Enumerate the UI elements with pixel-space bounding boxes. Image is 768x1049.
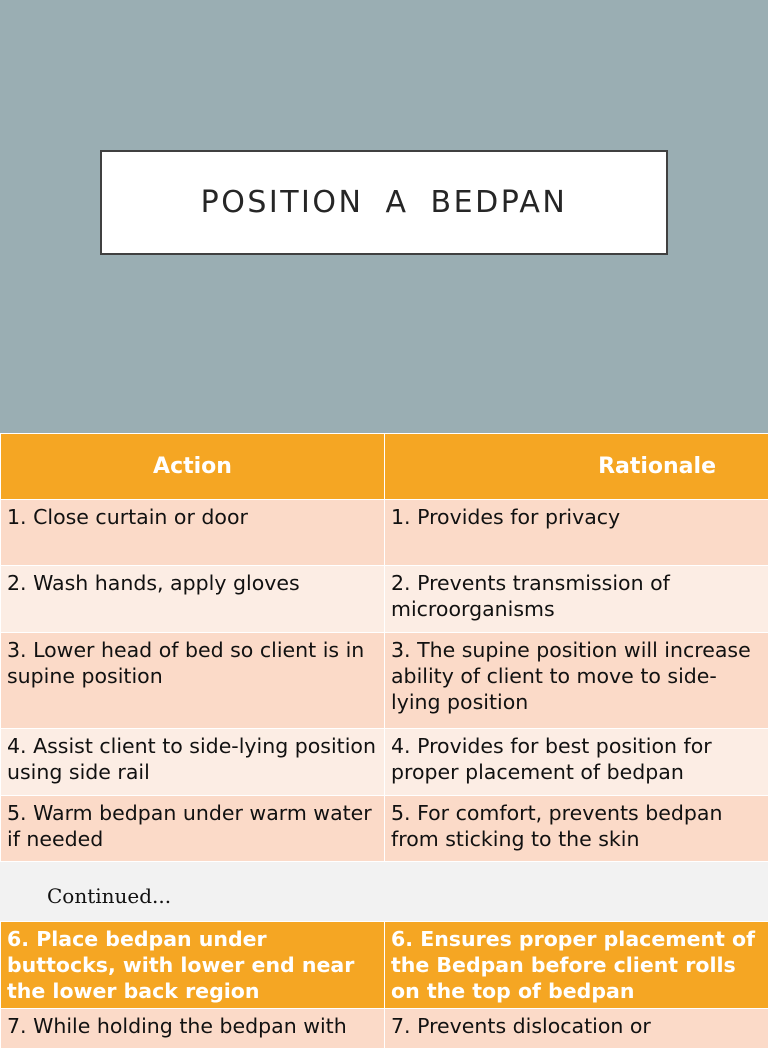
continued-label: Continued...	[47, 884, 171, 908]
action-cell: 4. Assist client to side-lying position using side rail	[1, 729, 385, 796]
rationale-cell: 7. Prevents dislocation or	[385, 1009, 768, 1049]
table-row-highlighted	[1, 922, 768, 1009]
table-row	[1, 1009, 768, 1049]
title-slide	[0, 0, 768, 433]
header-rationale: Rationale	[385, 434, 768, 500]
action-cell: 5. Warm bedpan under warm water if needed	[1, 796, 385, 862]
action-rationale-table	[0, 433, 768, 862]
rationale-cell: 4. Provides for best position for proper placement of bedpan	[385, 729, 768, 796]
table-row	[1, 729, 768, 796]
table-row	[1, 566, 768, 633]
title-box	[100, 150, 668, 255]
table-row	[1, 633, 768, 729]
action-cell: 6. Place bedpan under buttocks, with lower end near the lower back region	[1, 922, 385, 1009]
action-rationale-table-continued	[0, 921, 768, 1049]
rationale-cell: 1. Provides for privacy	[385, 500, 768, 566]
rationale-cell: 3. The supine position will increase ability of client to move to side-lying position	[385, 633, 768, 729]
action-cell: 3. Lower head of bed so client is in supine position	[1, 633, 385, 729]
table-header-row	[1, 434, 768, 500]
header-action: Action	[1, 434, 385, 500]
rationale-cell: 5. For comfort, prevents bedpan from sticking to the skin	[385, 796, 768, 862]
action-cell: 2. Wash hands, apply gloves	[1, 566, 385, 633]
rationale-cell: 6. Ensures proper placement of the Bedpan before client rolls on the top of bedpan	[385, 922, 768, 1009]
table-row	[1, 500, 768, 566]
table-row	[1, 796, 768, 862]
slide-title: POSITION A BEDPAN	[201, 185, 568, 220]
action-cell: 7. While holding the bedpan with	[1, 1009, 385, 1049]
action-cell: 1. Close curtain or door	[1, 500, 385, 566]
rationale-cell: 2. Prevents transmission of microorganisms	[385, 566, 768, 633]
